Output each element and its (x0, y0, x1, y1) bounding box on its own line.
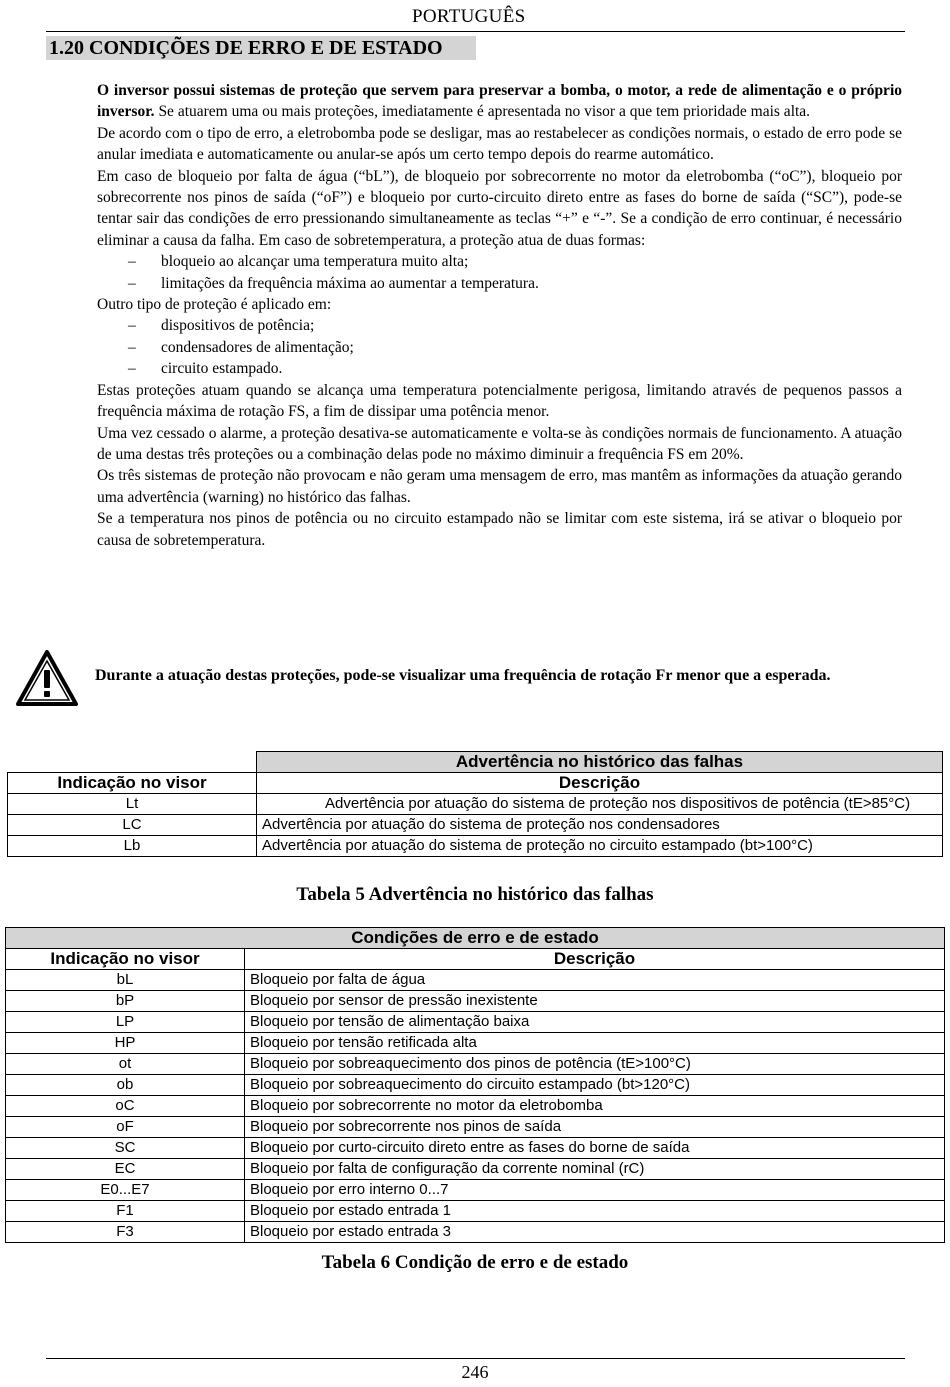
table-row (6, 1054, 945, 1075)
intro-rest: Se atuarem uma ou mais proteções, imediatamente é apresentada no visor a que tem prioridade mais alta. (154, 103, 811, 121)
row-code: bL (6, 970, 245, 991)
intro-bold: O inversor possui sistemas de proteção que servem para preservar a bomba, o motor, a rede de alimentação e o próprio inversor. (97, 82, 902, 121)
column-header-code: Indicação no visor (6, 949, 245, 970)
table-row (6, 1096, 945, 1117)
warnings-table (7, 751, 943, 857)
row-description: Bloqueio por sensor de pressão inexistente (245, 991, 945, 1012)
paragraph-8: Se a temperatura nos pinos de potência ou no circuito estampado não se limitar com este sistema, irá se ativar o bloqueio por causa de sobretemperatura. (97, 510, 902, 549)
row-description: Bloqueio por sobreaquecimento dos pinos de potência (tE>100°C) (245, 1054, 945, 1075)
warning-text: Durante a atuação destas proteções, pode-se visualizar uma frequência de rotação Fr menor que a esperada. (95, 667, 831, 684)
row-description: Advertência por atuação do sistema de proteção nos dispositivos de potência (tE>85°C) (257, 794, 943, 815)
list-item: – limitações da frequência máxima ao aumentar a temperatura. (128, 274, 539, 292)
row-code: Lb (8, 836, 257, 857)
table-row (6, 1222, 945, 1243)
list-item: – condensadores de alimentação; (128, 338, 354, 356)
overtemp-list (97, 251, 902, 294)
paragraph-3: Em caso de bloqueio por falta de água (“bL”), de bloqueio por sobrecorrente no motor da eletrobomba (“oC”), bloqueio por sobrecorrente nos pinos de saída (“oF”) e bloqueio por curto-circuito direto entre as fases do borne de saída (“SC”), pode-se tentar sair das condições de erro pressionando simultaneamente as teclas “+” e “-”. Se a condição de erro continuar, é necessário eliminar a causa da falha. Em caso de sobretemperatura, a proteção atua de duas formas: (97, 167, 902, 249)
column-header-code: Indicação no visor (8, 773, 257, 794)
table-row (6, 1180, 945, 1201)
row-description: Bloqueio por tensão de alimentação baixa (245, 1012, 945, 1033)
list-item-text: circuito estampado. (161, 360, 283, 378)
row-code: E0...E7 (6, 1180, 245, 1201)
table-row (6, 1138, 945, 1159)
table-title: Condições de erro e de estado (6, 928, 945, 949)
table-row (6, 1201, 945, 1222)
list-item: – bloqueio ao alcançar uma temperatura muito alta; (128, 253, 469, 271)
paragraph-2: De acordo com o tipo de erro, a eletrobomba pode se desligar, mas ao restabelecer as condições normais, o estado de erro pode se anular imediata e automaticamente ou anular-se após um certo tempo depois do rearme automático. (97, 124, 902, 164)
list-item: – circuito estampado. (128, 360, 283, 378)
row-code: LC (8, 815, 257, 836)
row-code: F1 (6, 1201, 245, 1222)
list-item: – dispositivos de potência; (128, 317, 315, 335)
row-description: Bloqueio por tensão retificada alta (245, 1033, 945, 1054)
table-row (6, 991, 945, 1012)
table-row (6, 1159, 945, 1180)
section-title: 1.20 CONDIÇÕES DE ERRO E DE ESTADO (46, 36, 476, 60)
table5-caption: Tabela 5 Advertência no histórico das falhas (296, 884, 654, 905)
row-description: Advertência por atuação do sistema de proteção no circuito estampado (bt>100°C) (257, 836, 943, 857)
row-description: Bloqueio por sobrecorrente nos pinos de saída (245, 1117, 945, 1138)
language-header: PORTUGUÊS (412, 6, 526, 27)
table-row (6, 970, 945, 991)
paragraph-5: Estas proteções atuam quando se alcança uma temperatura potencialmente perigosa, limitando através de pequenos passos a frequência máxima de rotação FS, a fim de dissipar uma potência menor. (97, 381, 902, 421)
row-description: Bloqueio por estado entrada 3 (245, 1222, 945, 1243)
row-code: HP (6, 1033, 245, 1054)
row-description: Bloqueio por curto-circuito direto entre as fases do borne de saída (245, 1138, 945, 1159)
row-description: Bloqueio por estado entrada 1 (245, 1201, 945, 1222)
row-description: Advertência por atuação do sistema de proteção nos condensadores (257, 815, 943, 836)
table-row (8, 794, 943, 815)
table-header-spacer (8, 752, 257, 773)
row-code: oF (6, 1117, 245, 1138)
list-item-text: limitações da frequência máxima ao aumentar a temperatura. (161, 274, 539, 292)
table-row (6, 1033, 945, 1054)
row-code: bP (6, 991, 245, 1012)
list-item-text: condensadores de alimentação; (161, 338, 354, 356)
row-description: Bloqueio por falta de configuração da corrente nominal (rC) (245, 1159, 945, 1180)
protection-list (97, 315, 902, 379)
column-header-description: Descrição (257, 773, 943, 794)
row-code: LP (6, 1012, 245, 1033)
row-code: ot (6, 1054, 245, 1075)
row-description: Bloqueio por sobrecorrente no motor da eletrobomba (245, 1096, 945, 1117)
row-description: Bloqueio por sobreaquecimento do circuito estampado (bt>120°C) (245, 1075, 945, 1096)
table-row (6, 1117, 945, 1138)
intro-paragraph (97, 80, 902, 123)
page-number: 246 (461, 1362, 489, 1382)
table6-caption: Tabela 6 Condição de erro e de estado (321, 1252, 629, 1273)
list-item-text: bloqueio ao alcançar uma temperatura muito alta; (161, 253, 469, 271)
paragraph-6: Uma vez cessado o alarme, a proteção desativa-se automaticamente e volta-se às condições normais de funcionamento. A atuação de uma destas três proteções ou a combinação delas pode no máximo diminuir a frequência FS em 20%. (97, 424, 902, 463)
table-row (6, 1012, 945, 1033)
row-description: Bloqueio por erro interno 0...7 (245, 1180, 945, 1201)
table-title: Advertência no histórico das falhas (257, 752, 943, 773)
row-code: Lt (8, 794, 257, 815)
row-code: oC (6, 1096, 245, 1117)
footer-rule (46, 1358, 905, 1359)
header-rule (46, 31, 905, 32)
table-row (8, 836, 943, 857)
row-code: SC (6, 1138, 245, 1159)
errors-table (5, 927, 945, 1243)
paragraph-4: Outro tipo de proteção é aplicado em: (97, 296, 332, 314)
row-code: ob (6, 1075, 245, 1096)
body-text (97, 80, 902, 551)
table-row (8, 815, 943, 836)
warning-triangle-icon (16, 650, 78, 706)
row-code: F3 (6, 1222, 245, 1243)
table-row (6, 1075, 945, 1096)
row-code: EC (6, 1159, 245, 1180)
row-description: Bloqueio por falta de água (245, 970, 945, 991)
paragraph-7: Os três sistemas de proteção não provocam e não geram uma mensagem de erro, mas mantêm as informações da atuação gerando uma advertência (warning) no histórico das falhas. (97, 467, 902, 506)
list-item-text: dispositivos de potência; (161, 317, 315, 335)
column-header-description: Descrição (245, 949, 945, 970)
